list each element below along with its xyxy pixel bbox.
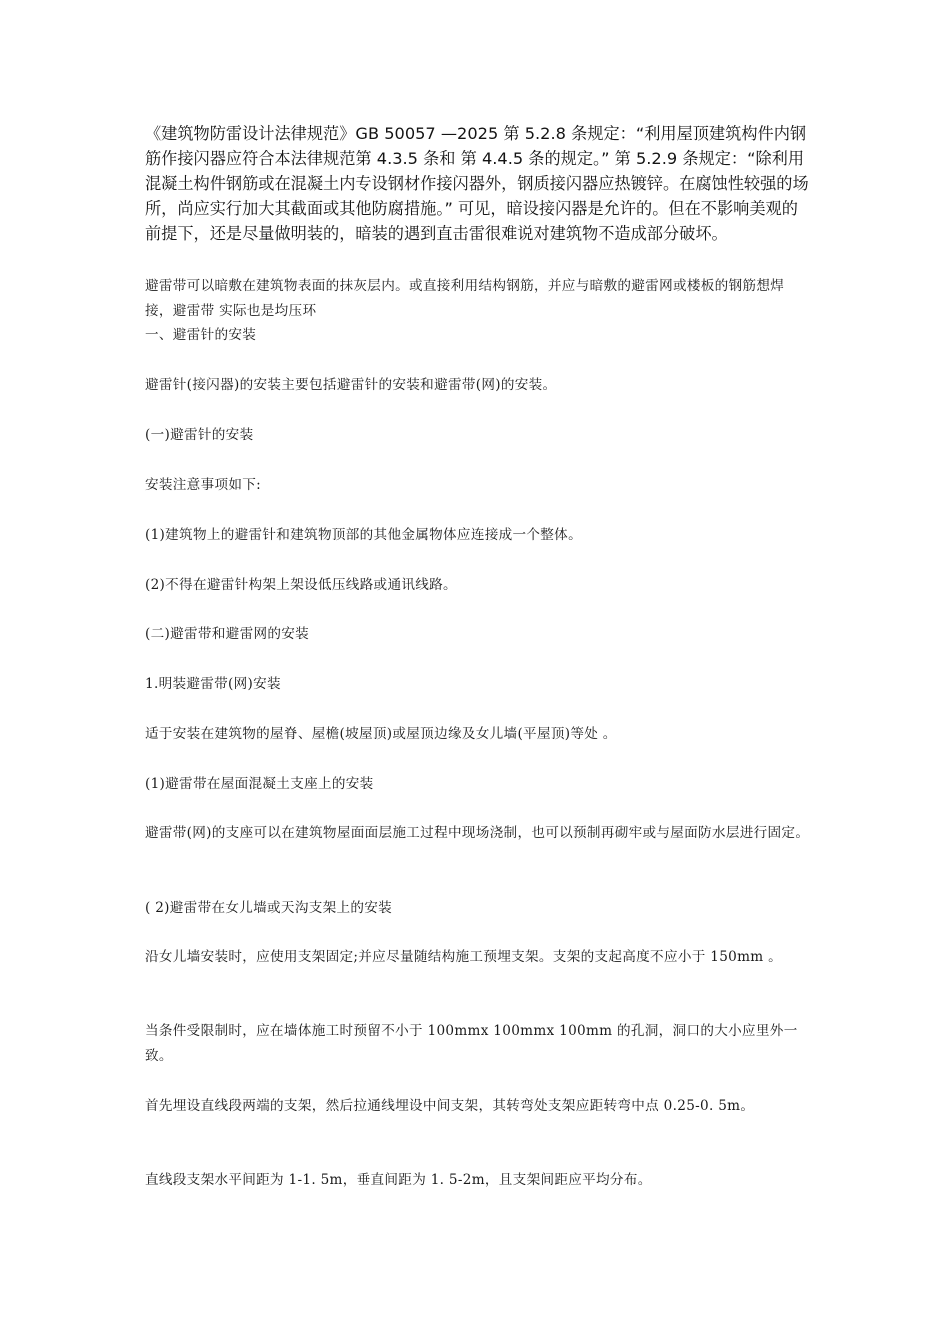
list-item-1: (1)建筑物上的避雷针和建筑物顶部的其他金属物体应连接成一个整体。: [145, 527, 582, 543]
paragraph-reserved-holes: 当条件受限制时，应在墙体施工时预留不小于 100mmx 100mmx 100mm 的孔洞，洞口的大小应里外一致。: [145, 1023, 798, 1064]
heading-subsection-1: (一)避雷针的安装: [145, 427, 254, 443]
paragraph-applicable-locations: 适于安装在建筑物的屋脊、屋檐(坡屋顶)或屋顶边缘及女儿墙(平屋顶)等处 。: [145, 726, 617, 742]
intro-paragraph: [145, 121, 813, 246]
paragraph-support-casting: 避雷带(网)的支座可以在建筑物屋面面层施工过程中现场浇制，也可以预制再砌牢或与屋面防水层进行固定。: [145, 825, 810, 841]
paragraph-notes-intro: 安装注意事项如下:: [145, 477, 262, 493]
heading-concrete-support: (1)避雷带在屋面混凝土支座上的安装: [145, 776, 374, 792]
list-item-2: (2)不得在避雷针构架上架设低压线路或通讯线路。: [145, 577, 457, 593]
paragraph-bracket-sequence: 首先埋设直线段两端的支架，然后拉通线埋设中间支架，其转弯处支架应距转弯中点 0.25-0. 5m。: [145, 1098, 755, 1114]
paragraph-installation-overview: 避雷针(接闪器)的安装主要包括避雷针的安装和避雷带(网)的安装。: [145, 377, 557, 393]
heading-subsection-2: (二)避雷带和避雷网的安装: [145, 626, 310, 642]
paragraph-bracket-spacing: 直线段支架水平间距为 1-1. 5m，垂直间距为 1. 5-2m，且支架间距应平均分布。: [145, 1172, 652, 1188]
heading-parapet-bracket: ( 2)避雷带在女儿墙或天沟支架上的安装: [145, 900, 393, 916]
heading-section-1: 一、避雷针的安装: [145, 327, 257, 343]
intro-text: 《建筑物防雷设计法律规范》GB 50057 —2025 第 5.2.8 条规定：“利用屋顶建筑构件内钢筋作接闪器应符合本法律规范第 4.3.5 条和 第 4.4.5 条的规定。” 第 5.2.9 条规定：“除利用混凝土构件钢筋或在混凝土内专设钢材作接闪器外，钢质接闪器应热镀锌。在腐蚀性较强的场所，尚应实行加大其截面或其他防腐措施。” 可见，暗设接闪器是允许的。但在不影响美观的前提下，还是尽量做明装的，暗装的遇到直击雷很难说对建筑物不造成部分破坏。: [145, 124, 809, 243]
paragraph-parapet-install: 沿女儿墙安装时，应使用支架固定;并应尽量随结构施工预埋支架。支架的支起高度不应小于 150mm 。: [145, 949, 782, 965]
paragraph-concealed-strip: 避雷带可以暗敷在建筑物表面的抹灰层内。或直接利用结构钢筋，并应与暗敷的避雷网或楼板的钢筋想焊接，避雷带 实际也是均压环: [145, 278, 785, 319]
heading-exposed-strip: 1.明装避雷带(网)安装: [145, 676, 281, 692]
